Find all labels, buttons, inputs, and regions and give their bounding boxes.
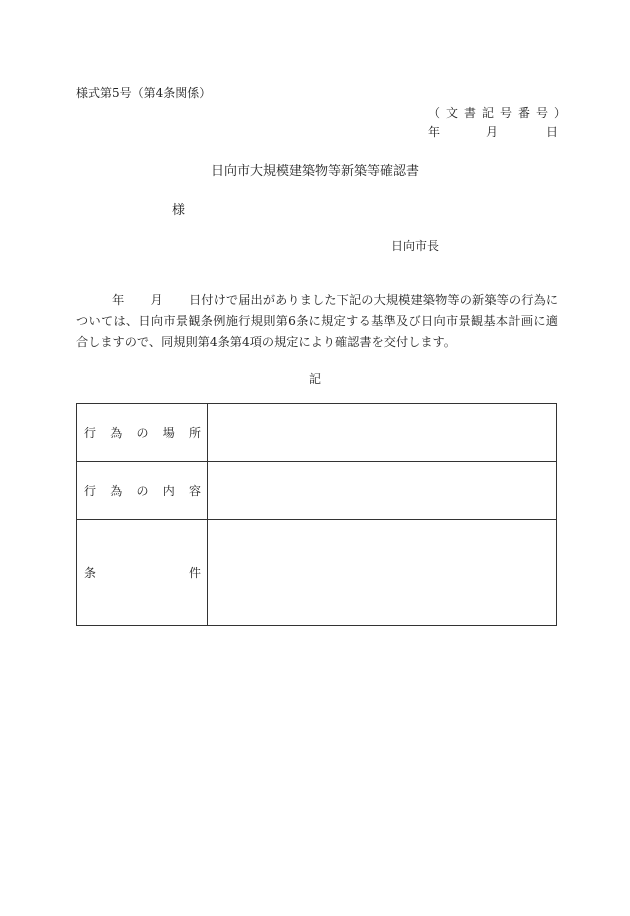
label-cell [77,462,208,520]
body-month-label: 月 [150,293,163,307]
row-label-content: 行 為 の 内 容 [84,484,201,498]
date-month-label: 月 [486,125,499,139]
body-paragraph [76,290,558,353]
date-year-label: 年 [428,125,441,139]
conditions-value-cell[interactable] [208,520,557,626]
row-label-conditions: 条 件 [84,566,201,580]
label-cell [77,520,208,626]
date-day-label: 日 [546,125,559,139]
ki-heading: 記 [308,372,321,386]
document-number: （文書記号番号） [428,106,573,120]
table-row [77,520,557,626]
table-row [77,462,557,520]
form-number: 様式第5号（第4条関係） [76,86,212,100]
body-text: 日付けで届出がありました下記の大規模建築物等の新築等の行為については、日向市景観条例施行規則第6条に規定する基準及び日向市景観基本計画に適合しますので、同規則第4条第4項の規定により確認書を交付します。 [76,293,559,349]
addressee: 様 [172,203,186,218]
details-table [76,403,557,626]
row-label-location: 行 為 の 場 所 [84,426,201,440]
content-value-cell[interactable] [208,462,557,520]
location-value-cell[interactable] [208,404,557,462]
issuer: 日向市長 [391,239,440,253]
table-row [77,404,557,462]
label-cell [77,404,208,462]
document-title: 日向市大規模建築物等新築等確認書 [210,164,419,179]
body-year-label: 年 [112,293,125,307]
